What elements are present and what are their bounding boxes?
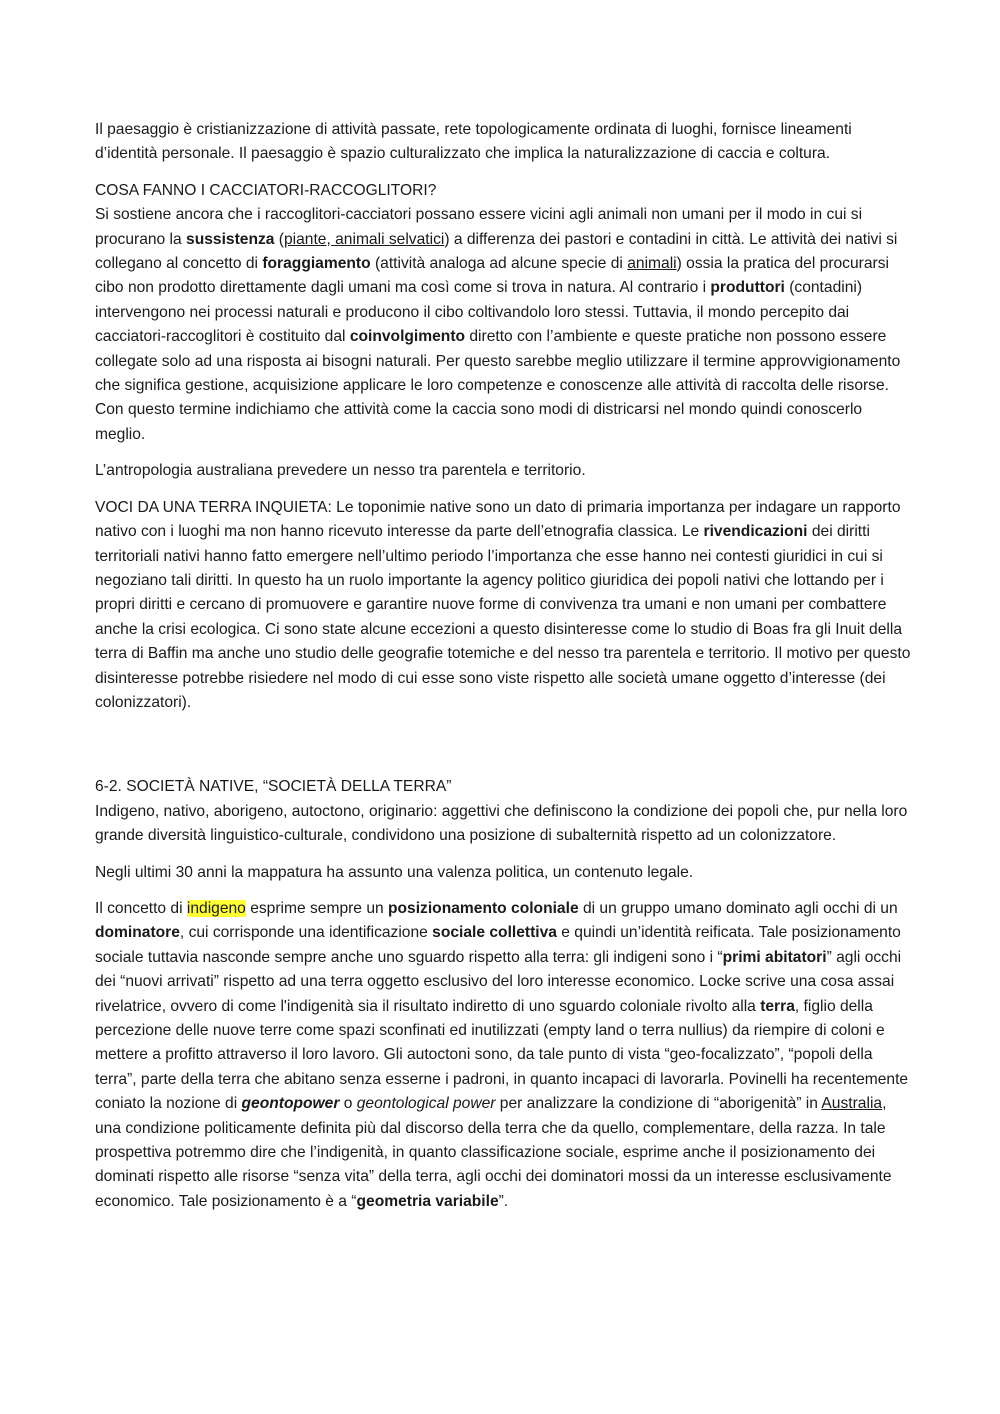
spacer bbox=[95, 727, 915, 775]
paragraph-landscape: Il paesaggio è cristianizzazione di attività passate, rete topologicamente ordinata di luoghi, fornisce lineamenti d’identità personale. Il paesaggio è spazio culturalizzato che implica la naturalizzazione di caccia e coltura. bbox=[95, 121, 852, 163]
section-heading: COSA FANNO I CACCIATORI-RACCOGLITORI? bbox=[95, 181, 437, 199]
underlined-link[interactable]: animali bbox=[627, 255, 677, 273]
paragraph-mapping: Negli ultimi 30 anni la mappatura ha assunto una valenza politica, un contenuto legale. bbox=[95, 863, 694, 881]
italic-term: geontological power bbox=[356, 1095, 496, 1113]
section-hunter-gatherers: COSA FANNO I CACCIATORI-RACCOGLITORI? Si sostiene ancora che i raccoglitori-cacciatori possano essere vicini agli animali non umani per il modo in cui si procurano la sussistenza (piante, animali selvatici) a differenza dei pastori e contadini in città. Le attività dei nativi si collegano al concetto di foraggiamento (attività analoga ad alcune specie di animali) ossia la pratica del procurarsi cibo non prodotto direttamente dagli umani ma così come si trova in natura. Al contrario i produttori (contadini) intervengono nei processi naturali e producono il cibo coltivandolo loro stessi. Tuttavia, il mondo percepito dai cacciatori-raccoglitori è costituito dal coinvolgimento diretto con l’ambiente e queste pratiche non possono essere collegate solo ad una risposta ai bisogni naturali. Per questo sarebbe meglio utilizzare il termine approvvigionamento che significa gestione, acquisizione applicare le loro competenze e conoscenze alle attività di raccolta delle risorse. Con questo termine indichiamo che attività come la caccia sono modi di districarsi nel mondo quindi conoscerlo meglio. bbox=[95, 181, 901, 443]
bold-term: geometria variabile bbox=[356, 1192, 499, 1210]
bold-term: dominatore bbox=[95, 924, 180, 942]
bold-term: rivendicazioni bbox=[703, 523, 808, 541]
underlined-link[interactable]: Australia bbox=[821, 1095, 883, 1113]
paragraph-australian-anthropology: L’antropologia australiana prevedere un nesso tra parentela e territorio. bbox=[95, 462, 586, 480]
section-restless-land: VOCI DA UNA TERRA INQUIETA: Le toponimie native sono un dato di primaria importanza per indagare un rapporto nativo con i luoghi ma non hanno ricevuto interesse da parte dell’etnografia classica. Le rivendicazioni dei diritti territoriali nativi hanno fatto emergere nell’ultimo periodo l’importanza che esse hanno nei contesti giuridici in cui si negoziano tali diritti. In questo ha un ruolo importante la agency politico giuridica dei popoli nativi che lottando per i propri diritti e cercano di promuovere e garantire nuove forme di convivenza tra umani e non umani per combattere anche la crisi ecologica. Ci sono state alcune eccezioni a questo disinteresse come lo studio di Boas fra gli Inuit della terra di Baffin ma anche uno studio delle geografie totemiche e del nesso tra parentela e territorio. Il motivo per questo disinteresse potrebbe risiedere nel modo di cui esse sono viste rispetto alle società umane oggetto d’interesse (dei colonizzatori). bbox=[95, 498, 911, 711]
bold-term: sussistenza bbox=[186, 230, 275, 248]
bold-term: coinvolgimento bbox=[349, 328, 466, 346]
bold-term: sociale collettiva bbox=[432, 924, 557, 942]
bold-term: posizionamento coloniale bbox=[388, 899, 579, 917]
section-indigenous-concept: Il concetto di indigeno esprime sempre un posizionamento coloniale di un gruppo umano dominato agli occhi di un dominatore, cui corrisponde una identificazione sociale collettiva e quindi un’identità reificata. Tale posizionamento sociale tuttavia nasconde sempre anche uno sguardo rispetto alla terra: gli indigeni sono i “primi abitatori” agli occhi dei “nuovi arrivati” rispetto ad una terra oggetto esclusivo del loro interesse economico. Locke scrive una cosa assai rivelatrice, ovvero di come l'indigenità sia il risultato indiretto di uno sguardo coloniale rivolto alla terra, figlio della percezione delle nuove terre come spazi sconfinati ed inutilizzati (empty land o terra nullius) da riempire di coloni e mettere a profitto attraverso il loro lavoro. Gli autoctoni sono, da tale punto di vista “geo-focalizzato”, “popoli della terra”, parte della terra che abitano senza esserne i padroni, in quanto incapaci di lavorarla. Povinelli ha recentemente coniato la nozione di geontopower o geontological power per analizzare la condizione di “aborigenità” in Australia, una condizione politicamente definita più dal discorso della terra che da quello, complementare, della razza. In tale prospettiva potremmo dire che l’indigenità, in quanto classificazione sociale, esprime anche il posizionamento dei dominati rispetto alle risorse “senza vita” della terra, agli occhi dei dominatori mossi da un interesse esclusivamente economico. Tale posizionamento è a “geometria variabile”. bbox=[95, 899, 909, 1210]
bold-term: produttori bbox=[710, 279, 785, 297]
bold-italic-term: geontopower bbox=[241, 1095, 340, 1113]
underlined-link[interactable]: piante, animali selvatici bbox=[283, 230, 445, 248]
document-page bbox=[95, 118, 915, 1214]
bold-term: terra bbox=[760, 997, 795, 1015]
bold-term: primi abitatori bbox=[722, 948, 827, 966]
section-heading: 6-2. SOCIETÀ NATIVE, “SOCIETÀ DELLA TERRA” bbox=[95, 778, 452, 796]
highlighted-term: indigeno bbox=[186, 899, 246, 917]
bold-term: foraggiamento bbox=[262, 255, 371, 273]
section-native-societies: 6-2. SOCIETÀ NATIVE, “SOCIETÀ DELLA TERRA” Indigeno, nativo, aborigeno, autoctono, originario: aggettivi che definiscono la condizione dei popoli che, pur nella loro grande diversità linguistico-culturale, condividono una posizione di subalternità rispetto ad un colonizzatore. bbox=[95, 778, 908, 845]
